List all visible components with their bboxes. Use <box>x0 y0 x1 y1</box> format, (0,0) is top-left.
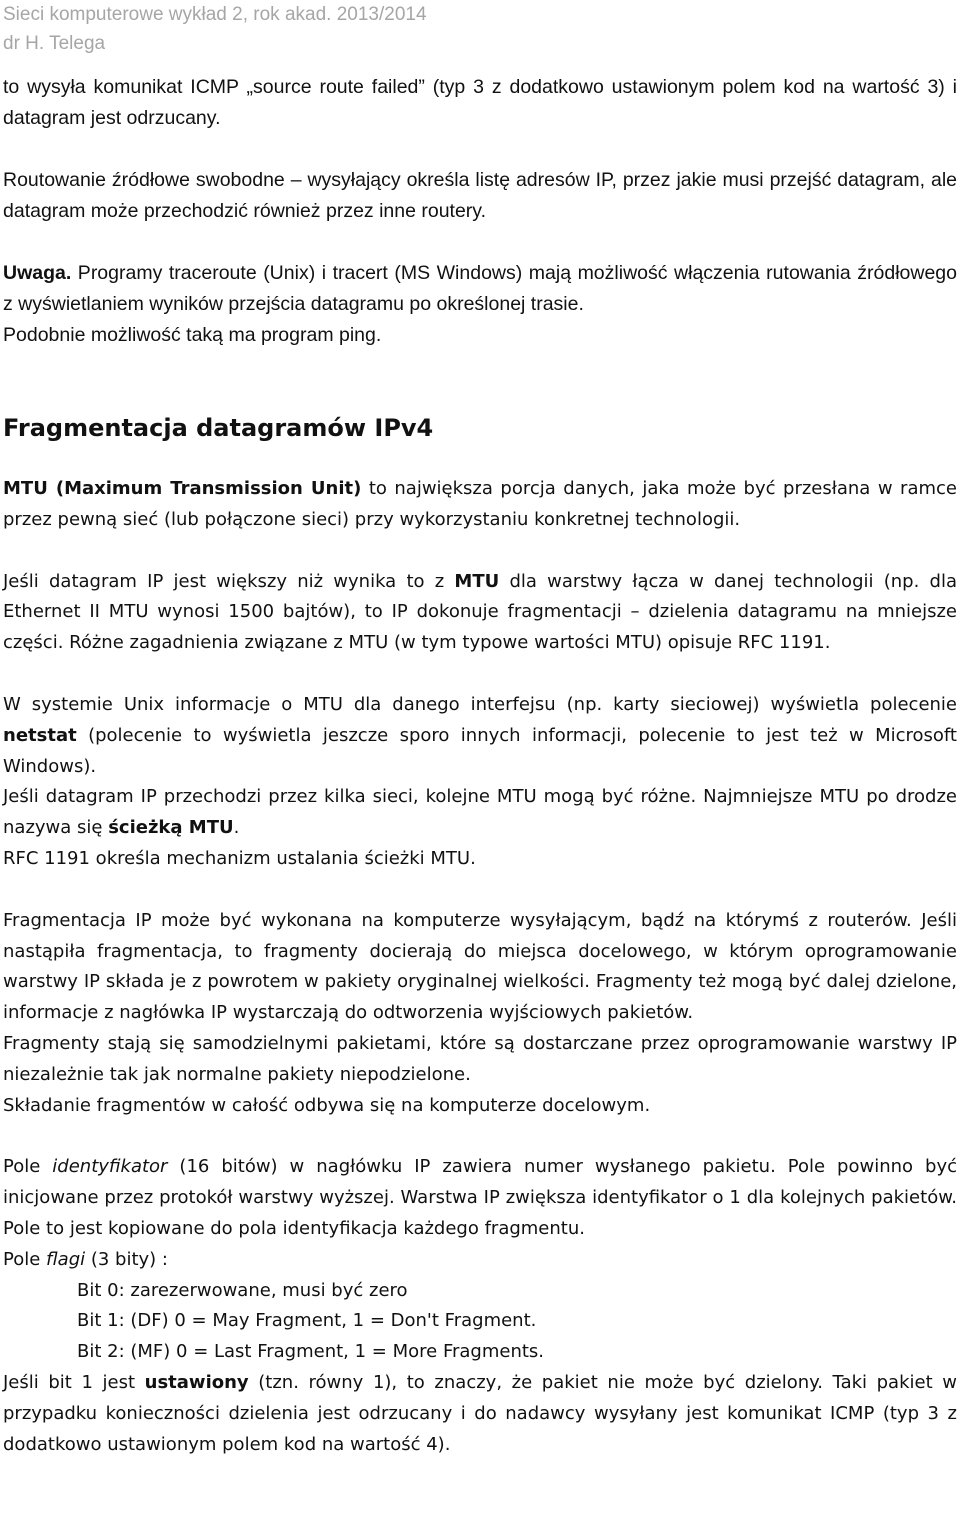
page-header <box>3 0 957 58</box>
paragraph-netstat <box>3 690 957 782</box>
paragraph-source-route-failed: to wysyła komunikat ICMP „source route failed” (typ 3 z dodatkowo ustawionym polem kod na wartość 3) i datagram jest odrzucany. <box>3 76 957 129</box>
netstat-text-b: (polecenie to wyświetla jeszcze sporo innych informacji, polecenie to jest też w Microsoft Windows). <box>3 724 957 777</box>
path-mtu-bold: ścieżką MTU <box>108 817 234 839</box>
df-bit-text-b: (tzn. równy 1), to znaczy, że pakiet nie może być dzielony. Taki pakiet w przypadku konieczności dzielenia jest odrzucany i do nadawcy wysyłany jest komunikat ICMP (typ 3 z dodatkowo ustawionym polem kod na wartość 4). <box>3 1371 957 1455</box>
paragraph-mtu-definition <box>3 474 957 536</box>
path-mtu-text-b: . <box>233 817 240 839</box>
note-label: Uwaga. <box>3 262 72 284</box>
identifier-text-a: Pole <box>3 1156 53 1178</box>
identifier-text-b: (16 bitów) w nagłówku IP zawiera numer wysłanego pakietu. Pole powinno być inicjowane przez protokół warstwy wyższej. Warstwa IP zwiększa identyfikator o 1 dla kolejnych pakietów. Pole to jest kopiowane do pola identyfikacja każdego fragmentu. <box>3 1156 957 1239</box>
header-author: dr H. Telega <box>3 33 106 54</box>
paragraph-reassembly: Składanie fragmentów w całość odbywa się na komputerze docelowym. <box>3 1094 651 1116</box>
paragraph-rfc1191: RFC 1191 określa mechanizm ustalania ścieżki MTU. <box>3 847 476 869</box>
list-item: Bit 2: (MF) 0 = Last Fragment, 1 = More Fragments. <box>77 1341 545 1363</box>
list-item: Bit 1: (DF) 0 = May Fragment, 1 = Don't Fragment. <box>77 1310 537 1332</box>
note-text: Programy traceroute (Unix) i tracert (MS Windows) mają możliwość włączenia rutowania źródłowego z wyświetlaniem wyników przejścia datagramu po określonej trasie. <box>3 262 957 315</box>
mtu-term: MTU (Maximum Transmission Unit) <box>3 478 362 499</box>
paragraph-flags-field <box>3 1245 957 1276</box>
df-bit-bold: ustawiony <box>144 1371 249 1393</box>
paragraph-path-mtu <box>3 782 957 844</box>
paragraph-note <box>3 258 957 320</box>
df-bit-text-a: Jeśli bit 1 jest <box>3 1371 145 1393</box>
paragraph-identifier-field <box>3 1152 957 1244</box>
flags-text-b: (3 bity) : <box>85 1248 168 1270</box>
paragraph-note-ping: Podobnie możliwość taką ma program ping. <box>3 324 382 346</box>
paragraph-fragmentation-where: Fragmentacja IP może być wykonana na komputerze wysyłającym, bądź na którymś z routerów. Jeśli nastąpiła fragmentacja, to fragmenty docierają do miejsca docelowego, w którym oprogramowanie warstwy IP składa je z powrotem w pakiety oryginalnej wielkości. Fragmenty też mogą być dalej dzielone, informacje z nagłówka IP wystarczają do odtworzenia wyjściowych pakietów. <box>3 909 957 1024</box>
fragmentation-intro-bold: MTU <box>454 570 500 592</box>
netstat-text-a: W systemie Unix informacje o MTU dla danego interfejsu (np. karty sieciowej) wyświetla polecenie <box>3 693 957 715</box>
paragraph-fragments-independent: Fragmenty stają się samodzielnymi pakietami, które są dostarczane przez oprogramowanie warstwy IP niezależnie tak jak normalne pakiety niepodzielone. <box>3 1032 957 1085</box>
identifier-italic: identyfikator <box>52 1156 168 1178</box>
fragmentation-intro-text-a: Jeśli datagram IP jest większy niż wynika to z <box>3 570 455 592</box>
flags-text-a: Pole <box>3 1248 47 1270</box>
list-item: Bit 0: zarezerwowane, musi być zero <box>77 1279 408 1301</box>
mtu-definition-text: to największa porcja danych, jaka może być przesłana w ramce przez pewną sieć (lub połączone sieci) przy wykorzystaniu konkretnej technologii. <box>3 478 957 530</box>
fragmentation-intro-text-b: dla warstwy łącza w danej technologii (np. dla Ethernet II MTU wynosi 1500 bajtów), to IP dokonuje fragmentacji – dzielenia datagramu na mniejsze części. Różne zagadnienia związane z MTU (w tym typowe wartości MTU) opisuje RFC 1191. <box>3 570 957 654</box>
netstat-bold: netstat <box>3 724 77 746</box>
paragraph-df-bit <box>3 1368 957 1460</box>
paragraph-loose-source-routing: Routowanie źródłowe swobodne – wysyłający określa listę adresów IP, przez jakie musi przejść datagram, ale datagram może przechodzić również przez inne routery. <box>3 169 957 222</box>
paragraph-fragmentation-intro <box>3 567 957 659</box>
flags-italic: flagi <box>46 1248 86 1270</box>
header-course-title: Sieci komputerowe wykład 2, rok akad. 2013/2014 <box>3 4 427 25</box>
path-mtu-text-a: Jeśli datagram IP przechodzi przez kilka sieci, kolejne MTU mogą być różne. Najmniejsze MTU po drodze nazywa się <box>3 786 957 839</box>
section-title: Fragmentacja datagramów IPv4 <box>3 414 434 442</box>
